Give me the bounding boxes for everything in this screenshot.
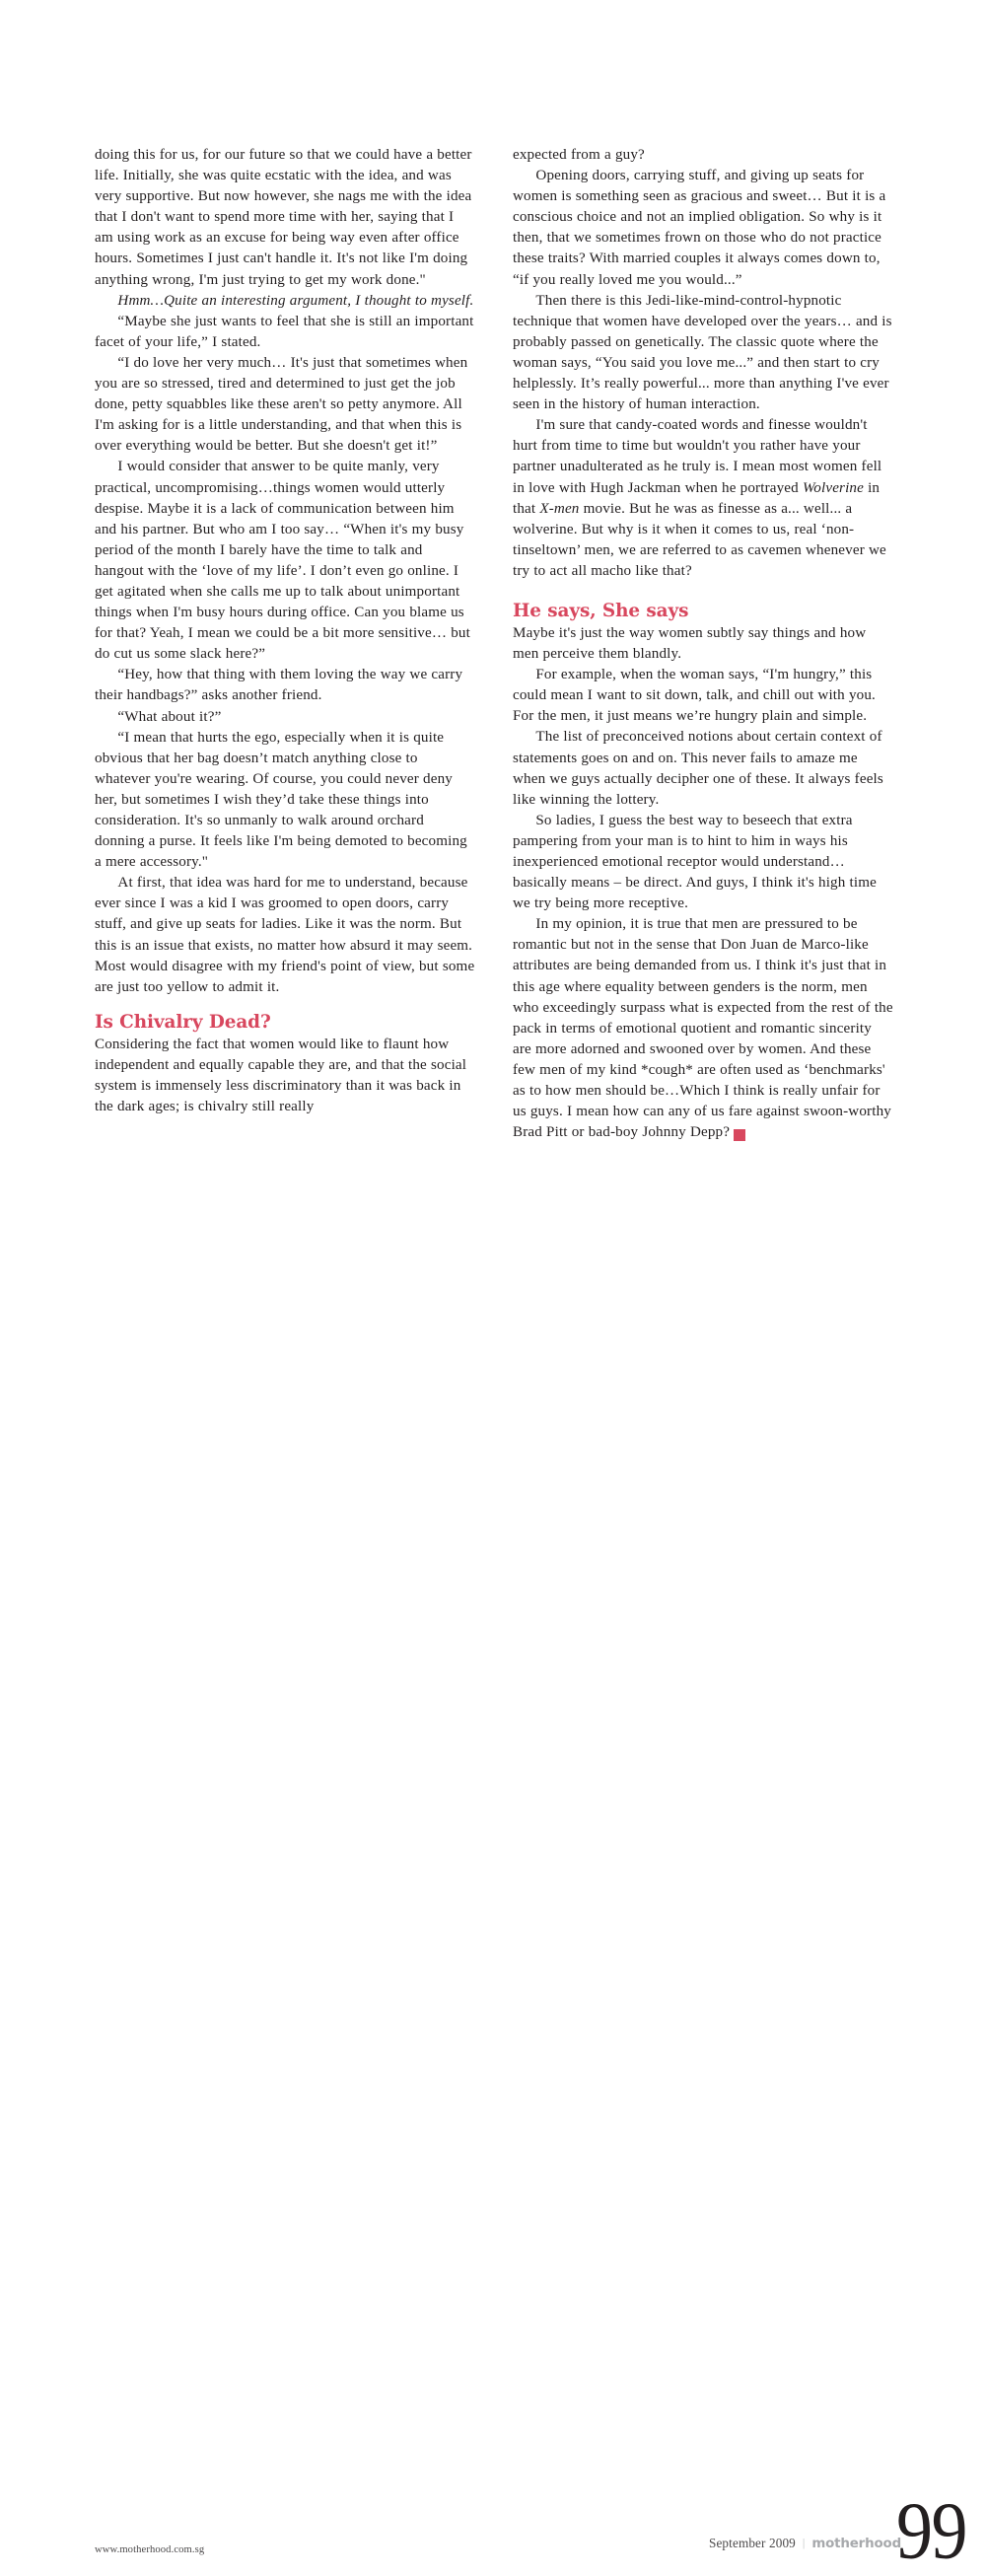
paragraph: doing this for us, for our future so that we could have a better life. Initially, she was quite ecstatic with the idea, and was very supportive. But now however, she nags me with the idea that I don't want to spend more time with her, saying that I am using work as an excuse for being way even after office hours. Sometimes I just can't handle it. It's not like I'm doing anything wrong, I'm just trying to get my work done." <box>95 147 472 288</box>
text-run: in that <box>513 479 880 517</box>
paragraph-wolverine <box>513 415 893 582</box>
film-title: X-men <box>539 500 580 517</box>
folio-line <box>709 2536 901 2551</box>
paragraph: So ladies, I guess the best way to beseech that extra pampering from your man is to hint to him in ways his inexperienced emotional receptor would understand… basically means – be direct. And guys, I think it's high time we try being more receptive. <box>513 812 877 912</box>
issue-date: September 2009 <box>708 2536 796 2550</box>
paragraph: “Maybe she just wants to feel that she is still an important facet of your life,” I stated. <box>95 313 474 350</box>
paragraph: Opening doors, carrying stuff, and giving up seats for women is something seen as gracious and sweet… But it is a conscious choice and not an implied obligation. So why is it then, that we sometimes frown on those who do not practice these traits? With married couples it always comes down to, “if you really loved me you would...” <box>513 168 886 288</box>
left-column <box>95 145 475 1117</box>
magazine-brand-wordmark: motherhood <box>811 2537 901 2551</box>
right-column <box>513 145 893 1143</box>
paragraph: Maybe it's just the way women subtly say things and how men perceive them blandly. <box>513 624 867 663</box>
text-run: movie. But he was as finesse as a... well... a wolverine. But why is it when it comes to us, real ‘non-tinseltown’ men, we are referred to as cavemen whenever we try to act all macho like that? <box>513 500 886 579</box>
paragraph: Considering the fact that women would like to flaunt how independent and equally capable they are, and that the social system is immensely less discriminatory than it was back in the dark ages; is chivalry still really <box>95 1036 467 1115</box>
paragraph-final <box>513 914 893 1143</box>
paragraph-italic-thought: Hmm…Quite an interesting argument, I thought to myself. <box>117 292 474 309</box>
page-number: 99 <box>895 2485 966 2576</box>
paragraph: “I do love her very much… It's just that sometimes when you are so stressed, tired and determined to just get the job done, petty squabbles like these aren't so petty anymore. All I'm asking for is a little understanding, and that when this is over everything would be better. But she doesn't get it!” <box>95 354 468 455</box>
film-character-title: Wolverine <box>802 479 864 496</box>
text-run: In my opinion, it is true that men are pressured to be romantic but not in the sense that Don Juan de Marco-like attributes are being demanded from us. I think it's just that in this age where equality between genders is the norm, men who exceedingly surpass what is expected from the rest of the pack in terms of emotional quotient and romantic sincerity are more adorned and swooned over by women. And these few men of my kind *cough* are often used as ‘benchmarks' as to how men should be…Which I think is really unfair for us guys. I mean how can any of us fare against swoon-worthy Brad Pitt or bad-boy Johnny Depp? <box>513 916 893 1141</box>
folio-separator: | <box>802 2536 806 2549</box>
paragraph: “Hey, how that thing with them loving the way we carry their handbags?” asks another friend. <box>95 667 463 704</box>
paragraph: Then there is this Jedi-like-mind-control-hypnotic technique that women have developed over the years… and is probably passed on genetically. The classic quote where the woman says, “You said you love me...” and then start to cry helplessly. It’s really powerful... more than anything I've ever seen in the history of human interaction. <box>513 292 892 413</box>
section-heading-he-says-she-says: He says, She says <box>513 600 689 621</box>
section-heading-is-chivalry-dead: Is Chivalry Dead? <box>95 1011 271 1033</box>
paragraph: At first, that idea was hard for me to understand, because ever since I was a kid I was groomed to open doors, carry stuff, and give up seats for ladies. Like it was the norm. But this is an issue that exists, no matter how absurd it may seem. Most would disagree with my friend's point of view, but some are just too yellow to admit it. <box>95 875 475 995</box>
paragraph-continued: expected from a guy? <box>513 147 645 163</box>
page-footer <box>0 1245 986 2576</box>
paragraph: “What about it?” <box>117 708 222 725</box>
paragraph: “I mean that hurts the ego, especially when it is quite obvious that her bag doesn’t match anything close to whatever you're wearing. Of course, you could never deny her, but sometimes I wish they’d take these things into consideration. It's so unmanly to walk around orchard donning a purse. It feels like I'm being demoted to becoming a mere accessory." <box>95 729 467 871</box>
article-body <box>95 145 901 1250</box>
text-run: I'm sure that candy-coated words and finesse wouldn't hurt from time to time but wouldn't you rather have your partner unadulterated as he truly is. I mean most women fell in love with Hugh Jackman when he portrayed <box>513 417 882 496</box>
end-of-article-mark-icon: m <box>734 1129 745 1141</box>
paragraph: For example, when the woman says, “I'm hungry,” this could mean I want to sit down, talk, and chill out with you. For the men, it just means we’re hungry plain and simple. <box>513 667 876 725</box>
paragraph: The list of preconceived notions about certain context of statements goes on and on. This never fails to amaze me when we guys actually decipher one of these. It always feels like winning the lottery. <box>513 729 883 808</box>
website-url: www.motherhood.com.sg <box>95 2544 205 2555</box>
paragraph: I would consider that answer to be quite manly, very practical, uncompromising…things women would utterly despise. Maybe it is a lack of communication between him and his partner. But who am I too say… “When it's my busy period of the month I barely have the time to talk and hangout with the ‘love of my life’. I don’t even go online. I get agitated when she calls me up to talk about unimportant things when I'm busy hours during office. Can you blame us for that? Yeah, I mean we could be a bit more sensitive… but do cut us some slack here?” <box>95 459 470 663</box>
